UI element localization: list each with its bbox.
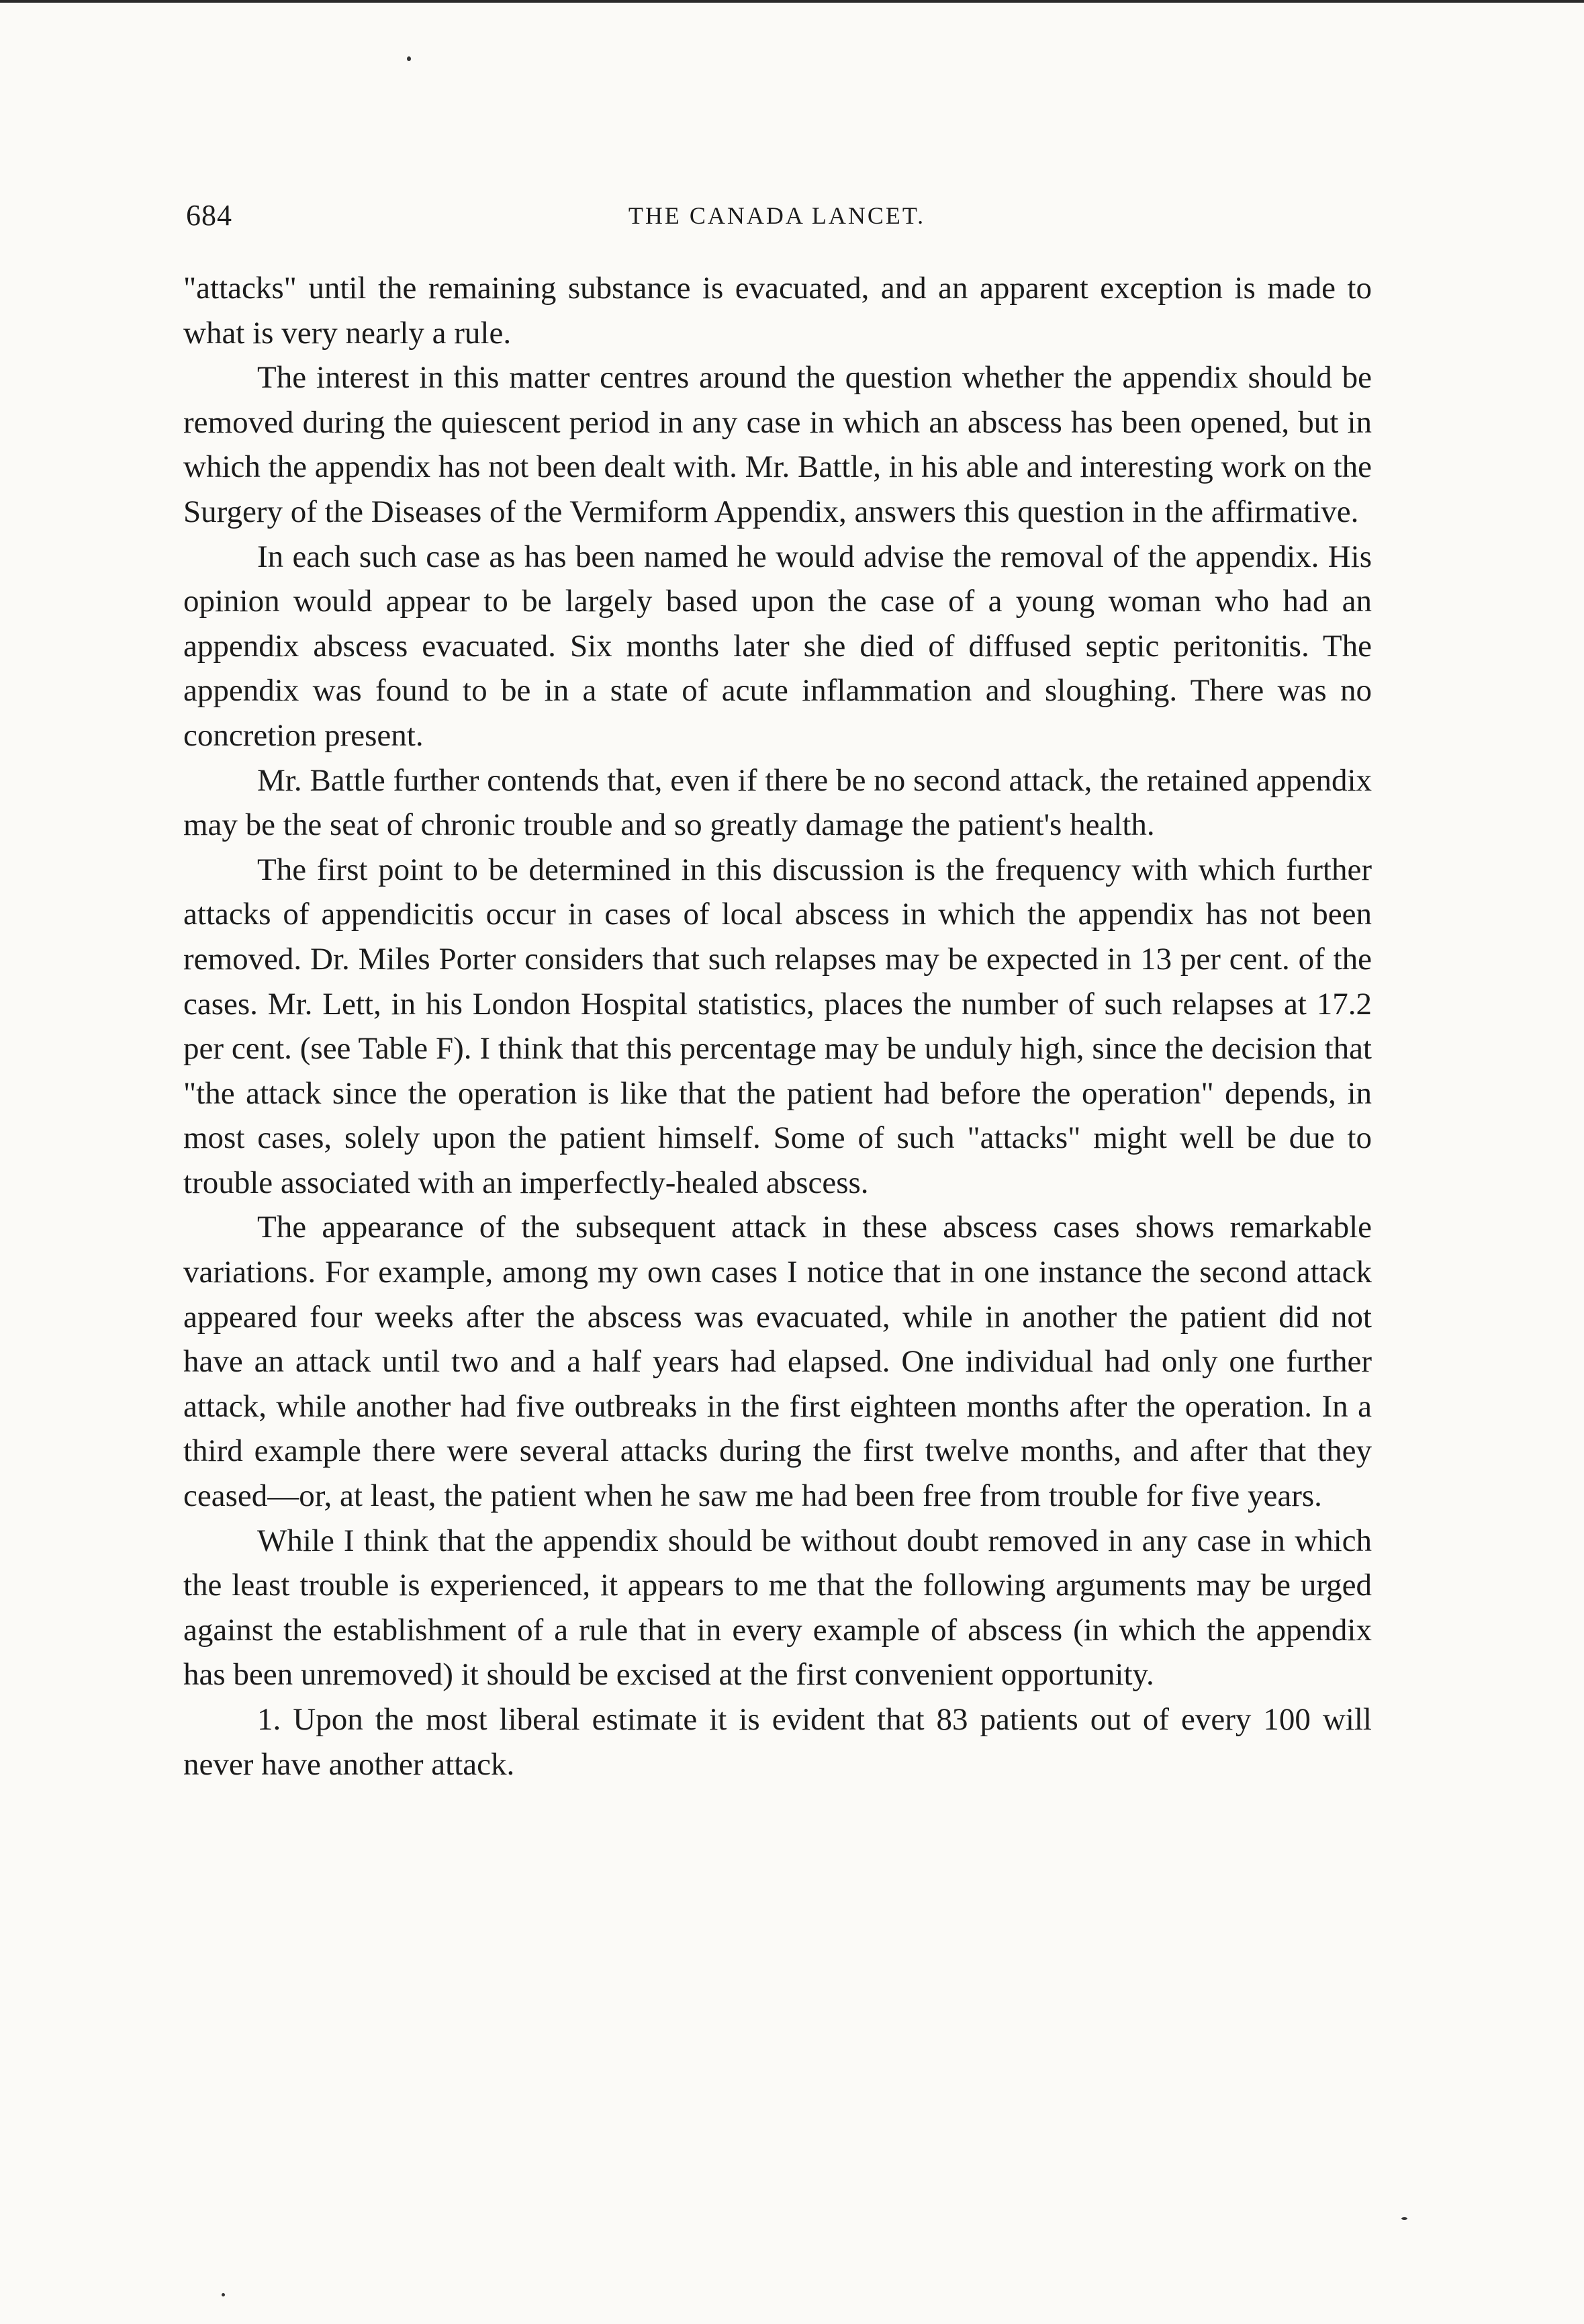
speck bbox=[222, 2293, 225, 2296]
paragraph: 1. Upon the most liberal estimate it is evident that 83 patients out of every 100 will never have another attack. bbox=[183, 1702, 1372, 1782]
speck bbox=[1401, 2217, 1407, 2220]
paragraph: "attacks" until the remaining substance is evacuated, and an apparent exception is made to what is very nearly a rule. bbox=[183, 271, 1372, 351]
body-text bbox=[183, 266, 1372, 1787]
paragraph: The interest in this matter centres around the question whether the appendix should be removed during the quiescent period in any case in which an abscess has been opened, but in which the appendix has not been dealt with. Mr. Battle, in his able and interesting work on the Surgery of the Diseases of the Vermiform Appendix, answers this question in the affirmative. bbox=[183, 360, 1372, 529]
paragraph: In each such case as has been named he would advise the removal of the appendix. His opinion would appear to be largely based upon the case of a young woman who had an appendix abscess evacuated. Six months later she died of diffused septic peritonitis. The appendix was found to be in a state of acute inflammation and sloughing. There was no concretion present. bbox=[183, 539, 1372, 753]
paragraph: The first point to be determined in this discussion is the frequency with which further attacks of appendicitis occur in cases of local abscess in which the appendix has not been removed. Dr. Miles Porter considers that such relapses may be expected in 13 per cent. of the cases. Mr. Lett, in his London Hospital statistics, places the number of such relapses at 17.2 per cent. (see Table F). I think that this percentage may be unduly high, since the decision that "the attack since the operation is like that the patient had before the operation" depends, in most cases, solely upon the patient himself. Some of such "attacks" might well be due to trouble associated with an imperfectly-healed abscess. bbox=[183, 852, 1372, 1200]
paragraph: While I think that the appendix should be without doubt removed in any case in which the least trouble is experienced, it appears to me that the following arguments may be urged against the establishment of a rule that in every example of abscess (in which the appendix has been unremoved) it should be excised at the first convenient opportunity. bbox=[183, 1523, 1372, 1693]
paragraph: Mr. Battle further contends that, even if there be no second attack, the retained appendix may be the seat of chronic trouble and so greatly damage the patient's health. bbox=[183, 762, 1372, 843]
speck bbox=[407, 56, 411, 61]
page-top-rule bbox=[0, 0, 1584, 3]
paragraph: The appearance of the subsequent attack in these abscess cases shows remarkable variations. For example, among my own cases I notice that in one instance the second attack appeared four weeks after the abscess was evacuated, while in another the patient did not have an attack until two and a half years had elapsed. One individual had only one further attack, while another had five outbreaks in the first eighteen months after the operation. In a third example there were several attacks during the first twelve months, and after that they ceased—or, at least, the patient when he saw me had been free from trouble for five years. bbox=[183, 1210, 1372, 1514]
page-header bbox=[186, 192, 1368, 239]
running-title: THE CANADA LANCET. bbox=[628, 202, 926, 229]
page-number: 684 bbox=[186, 199, 232, 232]
